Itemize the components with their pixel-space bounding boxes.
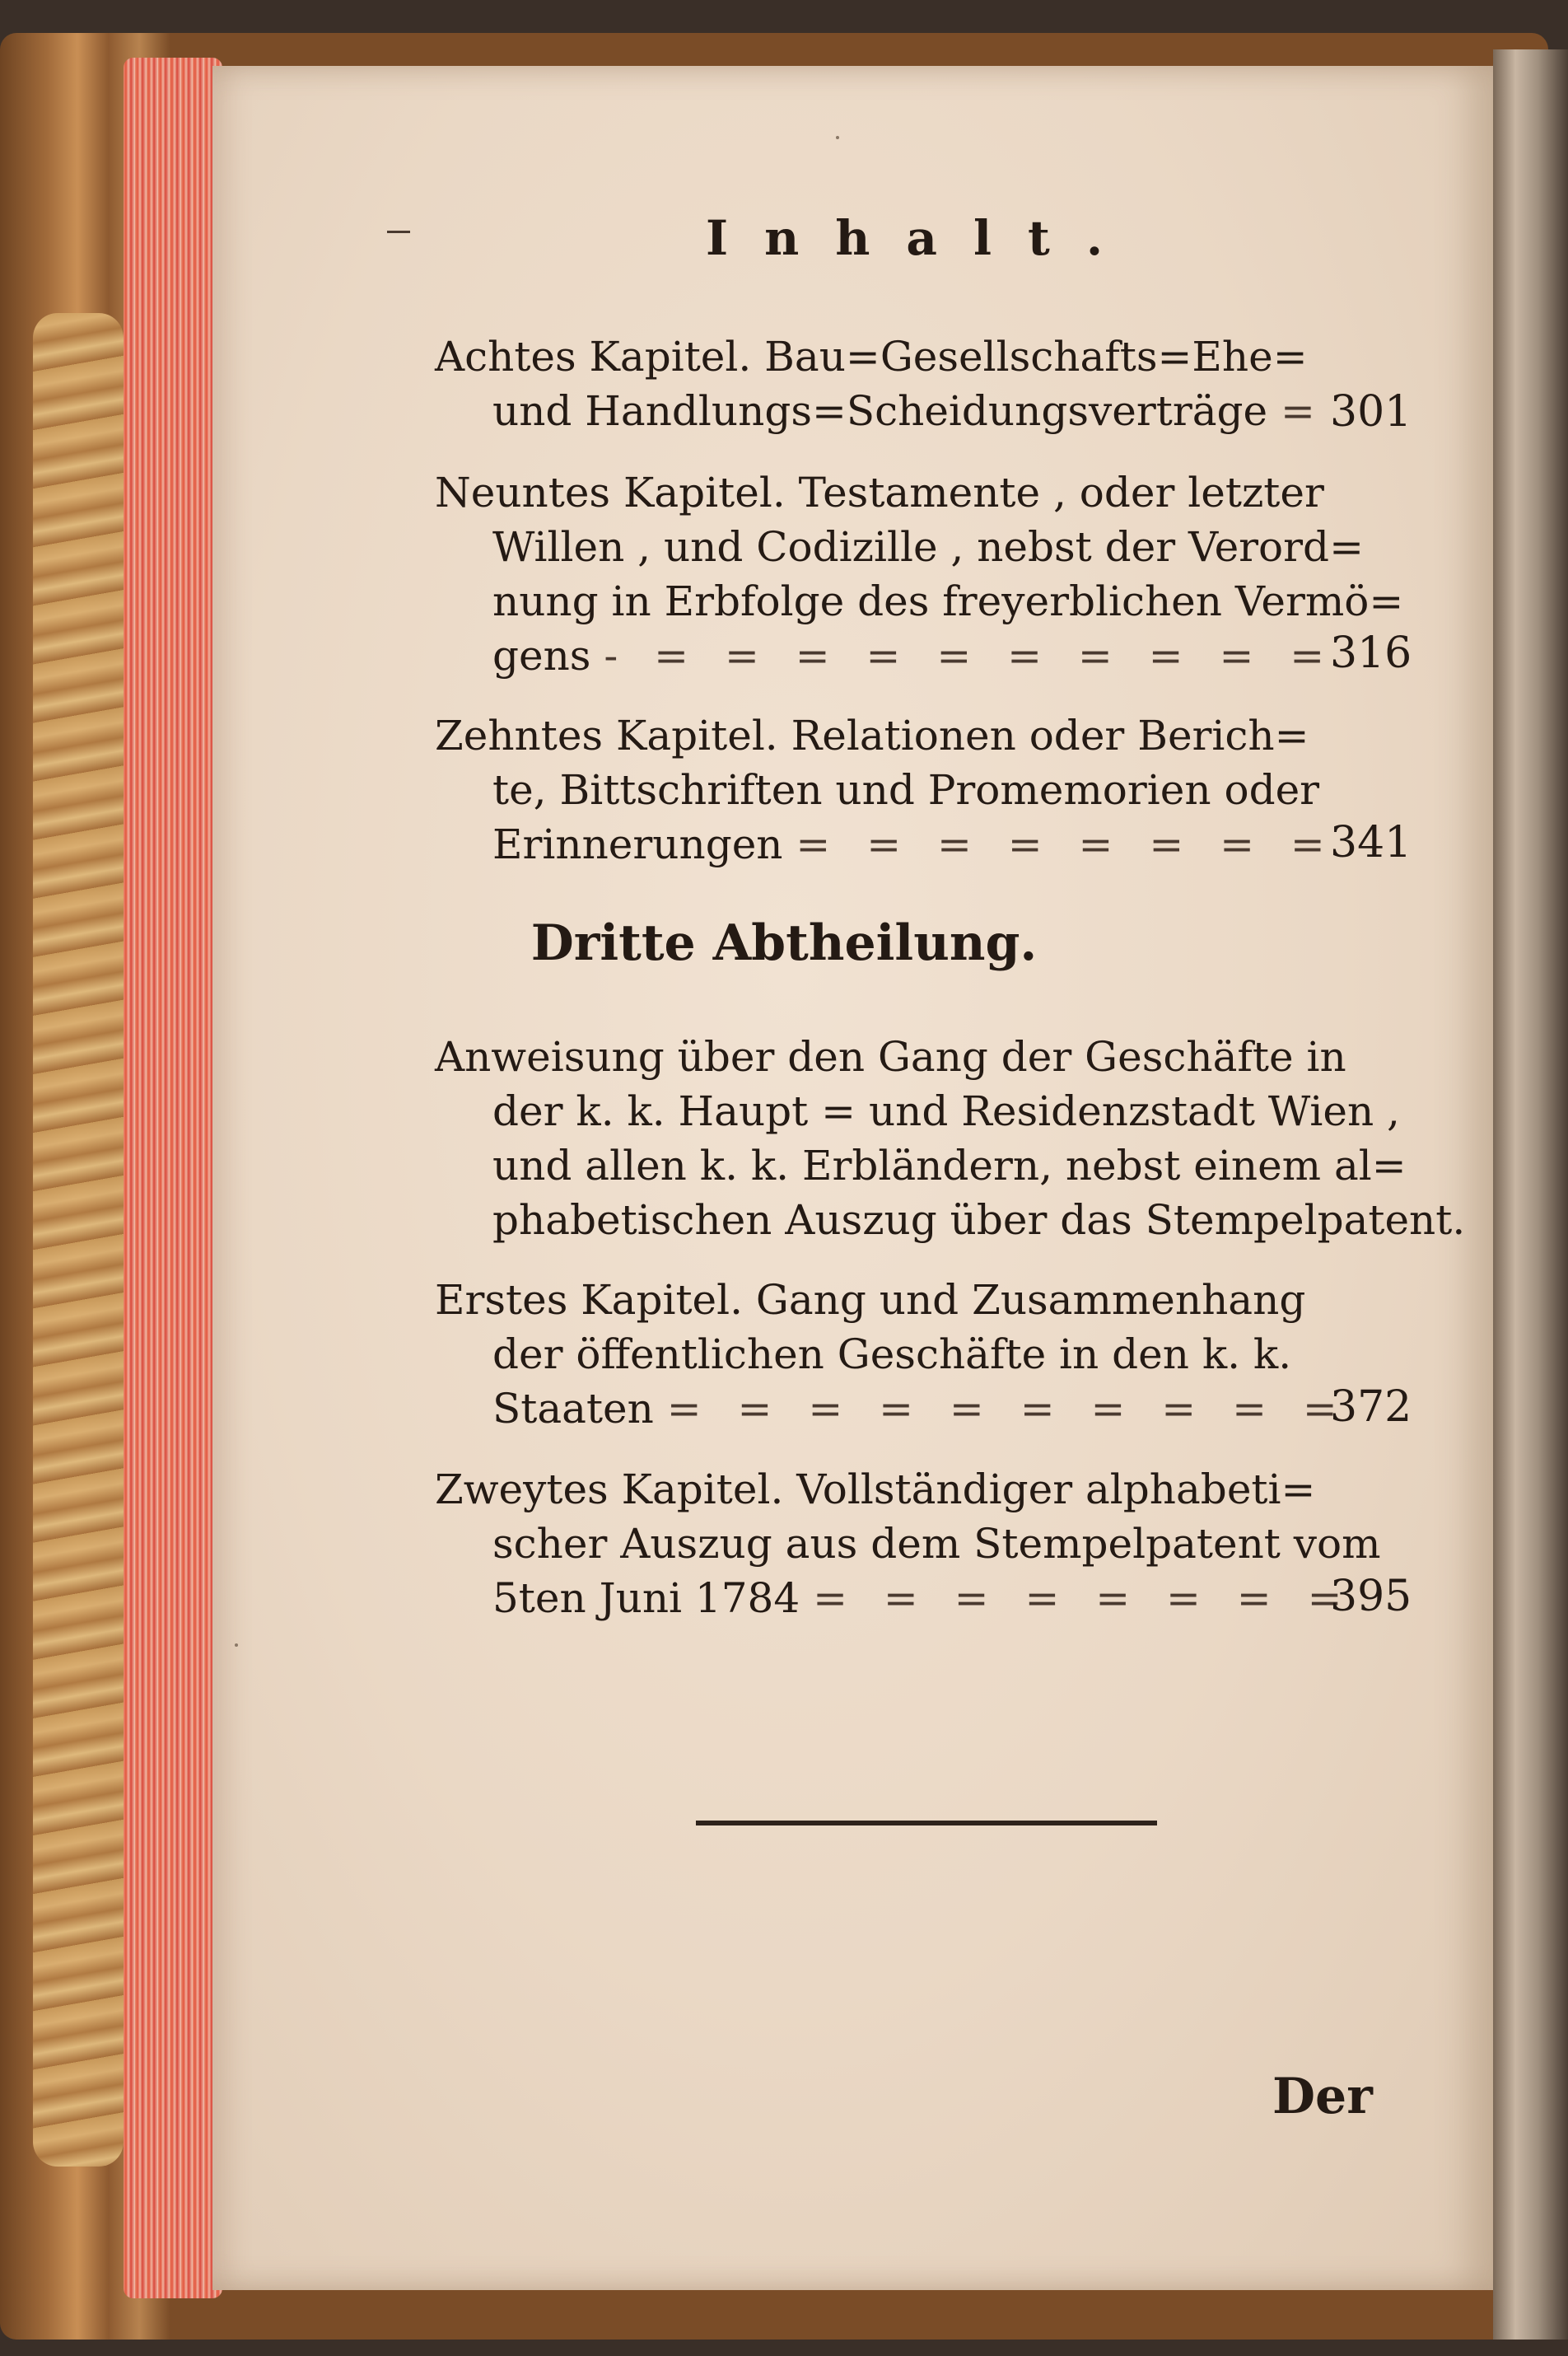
leader-dots: = = = = = = = = bbox=[796, 820, 1337, 868]
entry-line: gens - = = = = = = = = = = bbox=[492, 632, 1337, 680]
paper-speck bbox=[836, 136, 839, 139]
entry-line: Staaten = = = = = = = = = = bbox=[492, 1385, 1349, 1433]
section-title: Dritte Abtheilung. bbox=[530, 914, 1038, 972]
page-edges bbox=[124, 58, 222, 2298]
entry-line: Neuntes Kapitel. Testamente , oder letzter bbox=[435, 469, 1324, 517]
page-number-5: 395 bbox=[1330, 1572, 1412, 1621]
entry-line: Zehntes Kapitel. Relationen oder Berich= bbox=[435, 712, 1309, 760]
desc-line: und allen k. k. Erbländern, nebst einem al= bbox=[492, 1142, 1407, 1190]
entry-line: Zweytes Kapitel. Vollständiger alphabeti= bbox=[435, 1465, 1316, 1513]
leader-dots: = = = = = = = = bbox=[813, 1574, 1354, 1622]
desc-line: der k. k. Haupt = und Residenzstadt Wien , bbox=[492, 1087, 1400, 1135]
leader-dots: = = = = = = = = = = bbox=[666, 1385, 1349, 1433]
toc-entry-3 bbox=[435, 708, 1337, 872]
entry-line: te, Bittschriften und Promemorien oder bbox=[492, 766, 1320, 814]
entry-line: Achtes Kapitel. Bau=Gesellschafts=Ehe= bbox=[435, 333, 1308, 381]
entry-line: 5ten Juni 1784 = = = = = = = = bbox=[492, 1574, 1354, 1622]
page-number-1: 301 bbox=[1330, 387, 1412, 437]
entry-line: nung in Erbfolge des freyerblichen Vermö= bbox=[492, 577, 1404, 625]
page-number-2: 316 bbox=[1330, 629, 1412, 678]
entry-line: und Handlungs=Scheidungsverträge = bbox=[492, 387, 1327, 435]
entry-line: scher Auszug aus dem Stempelpatent vom bbox=[492, 1520, 1381, 1568]
toc-entry-2 bbox=[435, 465, 1403, 683]
catchword: Der bbox=[1272, 2068, 1373, 2125]
paper-speck bbox=[235, 1643, 238, 1647]
book-gutter bbox=[1493, 49, 1568, 2340]
end-rule bbox=[696, 1821, 1157, 1825]
page-number-4: 372 bbox=[1330, 1382, 1412, 1432]
page-number-3: 341 bbox=[1330, 818, 1412, 867]
leader-dots: - = = = = = = = = = = bbox=[604, 632, 1337, 680]
marbled-spine bbox=[33, 313, 124, 2167]
entry-line: Erinnerungen = = = = = = = = bbox=[492, 820, 1337, 868]
toc-entry-1 bbox=[435, 330, 1327, 438]
entry-line: Willen , und Codizille , nebst der Verord= bbox=[492, 523, 1364, 571]
leader-dots: = bbox=[1281, 387, 1327, 435]
desc-line: Anweisung über den Gang der Geschäfte in bbox=[435, 1033, 1346, 1081]
toc-entry-5 bbox=[435, 1462, 1381, 1625]
section-description bbox=[435, 1030, 1465, 1247]
entry-line: Erstes Kapitel. Gang und Zusammenhang bbox=[435, 1276, 1306, 1324]
entry-line: der öffentlichen Geschäfte in den k. k. bbox=[492, 1330, 1292, 1378]
margin-mark bbox=[387, 231, 410, 233]
page-header: Inhalt. bbox=[705, 210, 1140, 266]
toc-entry-4 bbox=[435, 1273, 1349, 1436]
desc-line: phabetischen Auszug über das Stempelpatent. bbox=[492, 1196, 1466, 1244]
